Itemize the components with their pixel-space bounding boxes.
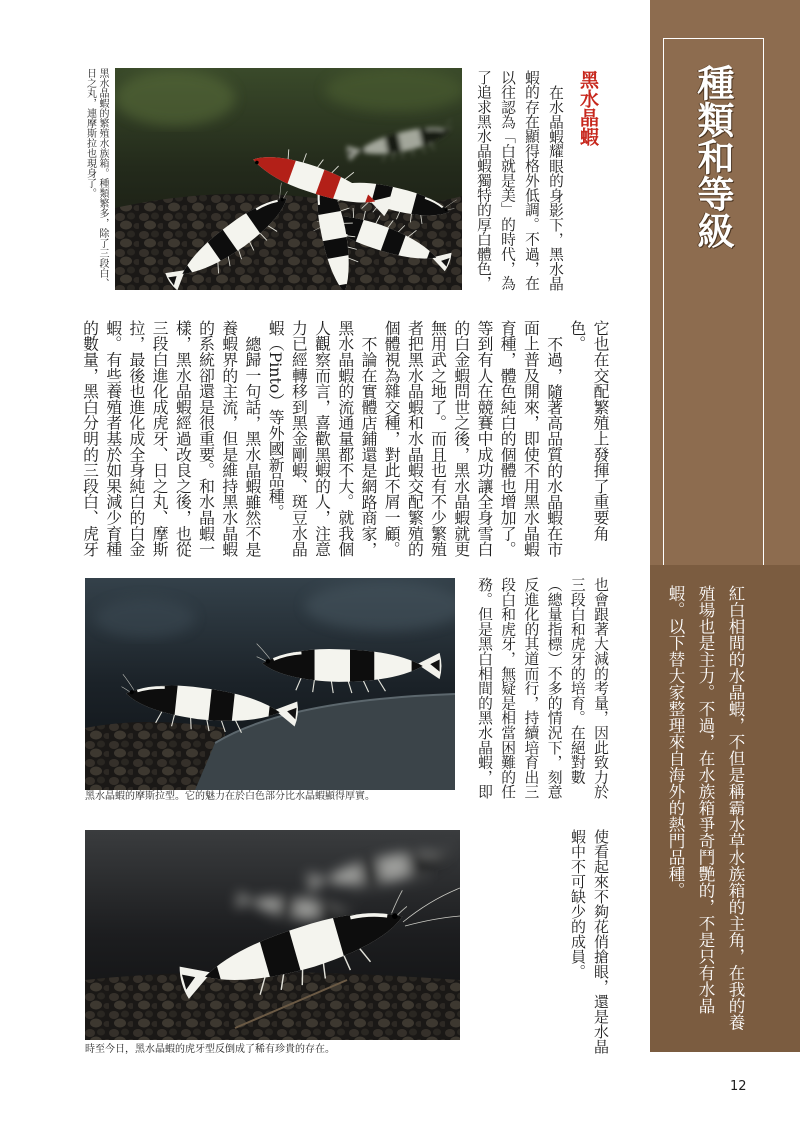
- text-column: 育種，體色純白的個體也增加了。: [498, 320, 518, 557]
- text-column: 三段白和虎牙的培育。在絕對數: [568, 577, 586, 785]
- text-column: （總量指標）不多的情況下，刻意: [545, 577, 563, 799]
- text-column: 它也在交配繁殖上發揮了重要角: [591, 320, 610, 542]
- section-intro: [660, 585, 750, 1045]
- text-column: 以往認為「白就是美」的時代，為: [499, 70, 516, 291]
- text-column: 拉，最後也進化成全身純白的白金: [126, 320, 146, 557]
- photo-breeding-tank-image: [115, 68, 462, 290]
- article-text-end: [566, 829, 612, 1059]
- article-text-side: [473, 577, 612, 805]
- article-heading: 黑水晶蝦: [577, 70, 599, 146]
- photo-caption: 時至今日，黑水晶蝦的虎牙型反倒成了稀有珍貴的存在。: [85, 1044, 335, 1055]
- article-text-top: [471, 70, 567, 295]
- intro-column: 殖場也是主力。不過，在水族箱爭奇鬥艷的，不是只有水晶: [696, 585, 715, 1014]
- text-column: 蝦。有些養殖者基於如果減少育種: [103, 320, 123, 557]
- article-text-main: [78, 320, 612, 568]
- text-column: 黑水晶蝦的流通量都不大。就我個: [335, 320, 355, 557]
- text-column: 在水晶蝦耀眼的身影下，黑水晶: [547, 84, 564, 291]
- intro-column: 蝦。以下替大家整理來自海外的熱門品種。: [666, 585, 685, 899]
- text-column: 不論在實體店鋪還是網路商家，: [358, 335, 378, 557]
- text-column: 人觀察而言，喜歡黑蝦的人，注意: [312, 320, 332, 557]
- text-column: 的數量，黑白分明的三段白、虎牙: [80, 320, 100, 557]
- photo-caption: [83, 68, 108, 293]
- text-column: 蝦（Pinto）等外國新品種。: [266, 320, 286, 520]
- text-column: 使看起來不夠花俏搶眼，還是水晶: [592, 829, 610, 1054]
- text-column: 也會跟著大減的考量，因此致力於: [592, 577, 609, 799]
- text-column: 無用武之地了。而且也有不少繁殖: [428, 320, 448, 557]
- text-column: 者把黑水晶蝦和水晶蝦交配繁殖的: [405, 320, 425, 557]
- text-column: 不過，隨著高品質的水晶蝦在市: [544, 335, 564, 557]
- caption-column: 日之丸，連摩斯拉也現身了。: [84, 68, 96, 198]
- text-column: 個體視為雜交種，對此不屑一顧。: [382, 320, 402, 557]
- text-column: 樣，黑水晶蝦經過改良之後，也從: [173, 320, 193, 557]
- text-column: 養蝦界的主流，但是維持黑水晶蝦: [219, 320, 239, 557]
- text-column: 力已經轉移到黑金剛蝦、斑豆水晶: [289, 320, 309, 557]
- photo-caption: 黑水晶蝦的摩斯拉型。它的魅力在於白色部分比水晶蝦顯得厚實。: [85, 791, 375, 802]
- text-column: 三段白進化成虎牙、日之丸、摩斯: [150, 320, 170, 557]
- photo-mosura-type-image: [85, 578, 455, 790]
- gravel-substrate: [85, 972, 460, 1040]
- intro-column: 紅白相間的水晶蝦，不但是稱霸水草水族箱的主角，在我的養: [726, 585, 745, 1031]
- photo-mosura-type: [85, 578, 455, 790]
- caption-column: 黑水晶蝦的繁殖水族箱。種類繁多，除了三段白、: [97, 68, 108, 288]
- text-column: 等到有人在競賽中成功讓全身雪白: [474, 320, 494, 557]
- text-column: 蝦中不可缺少的成員。: [569, 829, 587, 979]
- photo-tiger-type-image: [85, 830, 460, 1040]
- text-column: 色。: [567, 320, 587, 352]
- text-column: 段白和虎牙，無疑是相當困難的任: [499, 577, 517, 799]
- text-column: 了追求黑水晶蝦獨特的厚白體色，: [475, 70, 492, 291]
- section-title: 種類和等級: [691, 64, 734, 249]
- text-column: 務。但是黑白相間的黑水晶蝦，即: [475, 577, 493, 799]
- photo-tiger-type: [85, 830, 460, 1040]
- page-number: 12: [730, 1079, 747, 1094]
- text-column: 總歸一句話，黑水晶蝦雖然不是: [242, 335, 262, 557]
- text-column: 的系統卻還是很重要。和水晶蝦一: [196, 320, 216, 557]
- photo-breeding-tank: [115, 68, 462, 290]
- text-column: 面上普及開來，即使不用黑水晶蝦: [521, 320, 541, 557]
- text-column: 蝦的存在顯得格外低調。不過，在: [523, 70, 540, 291]
- text-column: 反進化的其道而行，持續培育出三: [522, 577, 540, 799]
- text-column: 的白金蝦問世之後，黑水晶蝦就更: [451, 320, 471, 557]
